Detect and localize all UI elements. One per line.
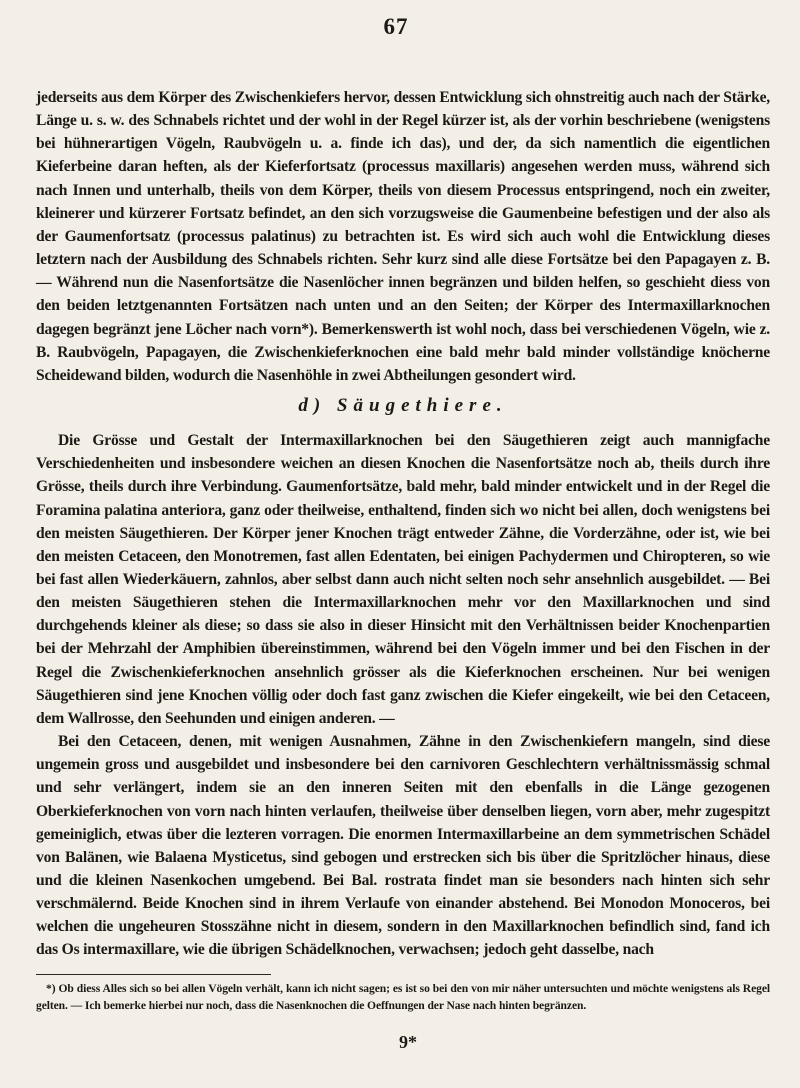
- section-heading-mammals: d) Säugethiere.: [298, 395, 508, 417]
- paragraph-birds-continued: jederseits aus dem Körper des Zwischenkiefers hervor, dessen Entwicklung sich ohnstreitig auch nach der Stärke, Länge u. s. w. des Schnabels richtet und der wohl in der Regel kürzer ist, als der vorhin beschriebene (wenigstens bei hühnerartigen Vögeln, Raubvögeln u. a. finde ich das), und der, da sich namentlich die eigentlichen Kieferbeine daran heften, als der Kieferfortsatz (processus maxillaris) angesehen werden muss, während sich nach Innen und unterhalb, theils von dem Körper, theils von diesem Processus entspringend, noch ein zweiter, kleinerer und kürzerer Fortsatz befindet, an den sich vorzugsweise die Gaumenbeine befestigen und der also als der Gaumenfortsatz (processus palatinus) zu betrachten ist. Es wird sich auch wohl die Entwicklung dieses letztern nach der Ausbildung des Schnabels richten. Sehr kurz sind alle diese Fortsätze bei den Papagayen z. B. — Während nun die Nasenfortsätze die Nasenlöcher innen begränzen und bilden helfen, so geschieht diess von den beiden letztgenannten Fortsätzen nach unten und an den Seiten; der Körper des Intermaxillarknochen dagegen begränzt jene Löcher nach vorn*). Bemerkenswerth ist wohl noch, dass bei verschiedenen Vögeln, wie z. B. Raubvögeln, Papagayen, die Zwischenkieferknochen eine bald mehr bald minder vollständige knöcherne Scheidewand bilden, wodurch die Nasenhöhle in zwei Abtheilungen gesondert wird.: [36, 89, 770, 384]
- footnote: *) Ob diess Alles sich so bei allen Vögeln verhält, kann ich nicht sagen; es ist so bei den von mir näher untersuchten und möchte wenigstens als Regel gelten. — Ich bemerke hierbei nur noch, dass die Nasenknochen die Oeffnungen der Nase nach hinten begränzen.: [36, 982, 770, 1012]
- page-number: 67: [383, 14, 409, 39]
- signature-mark: 9*: [399, 1032, 417, 1052]
- paragraph-cetaceans: Bei den Cetaceen, denen, mit wenigen Ausnahmen, Zähne in den Zwischenkiefern mangeln, sind diese ungemein gross und ausgebildet und insbesondere bei den carnivoren Geschlechtern verhältnissmässig schmal und sehr verlängert, indem sie an den inneren Seiten mit den ebenfalls in die Länge gezogenen Oberkieferknochen von vorn nach hinten verlaufen, theilweise über denselben liegen, vorn aber, mehr zugespitzt gemeiniglich, etwas über die lezteren vorragen. Die enormen Intermaxillarbeine an dem symmetrischen Schädel von Balänen, wie Balaena Mysticetus, sind gebogen und erstrecken sich bis über die Spritzlöcher hinaus, diese und die kleinen Nasenkochen umgebend. Bei Bal. rostrata findet man sie besonders nach hinten sich sehr verschmälernd. Beide Knochen sind in ihrem Verlaufe von einander abstehend. Bei Monodon Monoceros, bei welchen die ungeheuren Stosszähne nicht in diesem, sondern in den Maxillarknochen befindlich sind, fand ich das Os intermaxillare, wie die übrigen Schädelknochen, verwachsen; jedoch geht dasselbe, nach: [36, 733, 770, 959]
- paragraph-mammals-intro: Die Grösse und Gestalt der Intermaxillarknochen bei den Säugethieren zeigt auch mannigfache Verschiedenheiten und insbesondere weichen an diesen Knochen die Nasenfortsätze noch ab, theils durch ihre Grösse, theils durch ihre Verbindung. Gaumenfortsätze, bald mehr, bald minder entwickelt und in der Regel die Foramina palatina anteriora, ganz oder theilweise, enthaltend, finden sich wo nicht bei allen, doch wenigstens bei den meisten Säugethieren. Der Körper jener Knochen trägt entweder Zähne, die Vorderzähne, oder ist, wie bei den meisten Cetaceen, den Monotremen, fast allen Edentaten, bei einigen Pachydermen und Chiropteren, so wie bei fast allen Wiederkäuern, zahnlos, aber selbst dann auch nicht selten noch sehr ansehnlich ausgebildet. — Bei den meisten Säugethieren stehen die Intermaxillarknochen mehr vor den Maxillarknochen und sind durchgehends kleiner als diese; so dass sie also in dieser Hinsicht mit den Verhältnissen beider Knochenpartien bei der Mehrzahl der Amphibien übereinstimmen, während bei den Vögeln immer und bei den Fischen in der Regel die Zwischenkieferknochen ansehnlich grösser als die Kieferknochen erscheinen. Nur bei wenigen Säugethieren sind jene Knochen völlig oder doch fast ganz zwischen die Kiefer eingekeilt, wie bei den Cetaceen, dem Wallrosse, den Seehunden und einigen anderen. —: [36, 432, 770, 727]
- main-text: [36, 86, 770, 962]
- footnote-divider: [36, 974, 271, 975]
